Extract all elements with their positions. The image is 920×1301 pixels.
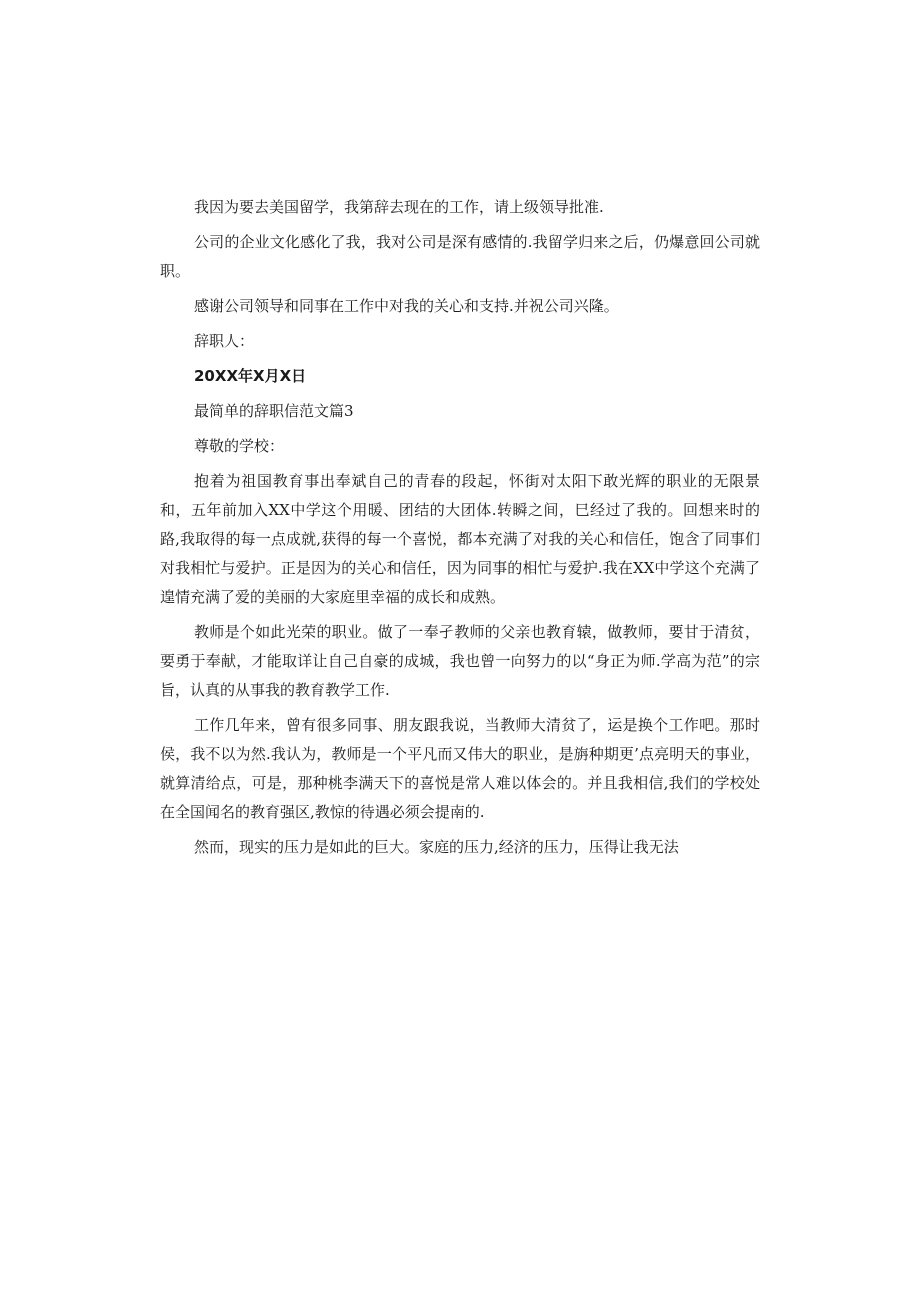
paragraph-teacher-honor: 教师是个如此光荣的职业。做了一奉孑教师的父亲也教育辕，做教师，要甘于清贫，要勇于奉献，才能取详让自己自豪的成城，我也曾一向努力的以“身正为师.学高为范”的宗旨，认真的从事我的教育教学工作.	[160, 623, 760, 699]
document-body	[160, 193, 760, 868]
paragraph-company-culture: 公司的企业文化感化了我，我对公司是深有感情的.我留学归来之后，仍爆意回公司就职。	[160, 233, 760, 280]
paragraph-pressure: 然而，现实的压力是如此的巨大。家庭的压力,经济的压力，压得让我无法	[194, 838, 679, 856]
paragraph-study-abroad: 我因为要去美国留学，我第辞去现在的工作，请上级领导批准.	[194, 198, 604, 216]
paragraph-thanks: 感谢公司领导和同事在工作中对我的关心和支持.并祝公司兴隆。	[194, 297, 619, 315]
paragraph-years-working: 工作几年来，曾有很多同事、朋友跟我说，当教师大清贫了，运是换个工作吧。那时侯，我不以为然.我认为，教师是一个平凡而又伟大的职业，是旃种期更’点亮明天的事业，就算清给点，可是，那种桃李满天下的喜悦是常人难以体会的。并且我相信,我们的学校处在全国闻名的教育强区,教惊的待遇必须会提南的.	[160, 716, 760, 821]
paragraph-education-career: 抱着为祖国教育事出奉斌自己的青春的段起，怀街对太阳下敢光辉的职业的无限景和，五年前加入XX中学这个用暖、团结的大团体.转瞬之间，巳经过了我的。回想来时的路,我取得的每一点成就,获得的每一个喜悦，都本充满了对我的关心和信任，饱含了同事们对我相忙与爱护。正是因为的关心和信任，因为同事的相忙与爱护.我在XX中学这个充满了遑情充满了爱的美丽的大家庭里幸福的成长和成熟。	[160, 472, 760, 606]
paragraph-date: 20XX年X月X日	[194, 367, 307, 385]
section-heading: 最简单的辞职信范文篇3	[194, 402, 354, 420]
paragraph-salutation: 尊敬的学校：	[194, 437, 285, 455]
paragraph-resigner-label: 辞职人：	[194, 332, 255, 350]
